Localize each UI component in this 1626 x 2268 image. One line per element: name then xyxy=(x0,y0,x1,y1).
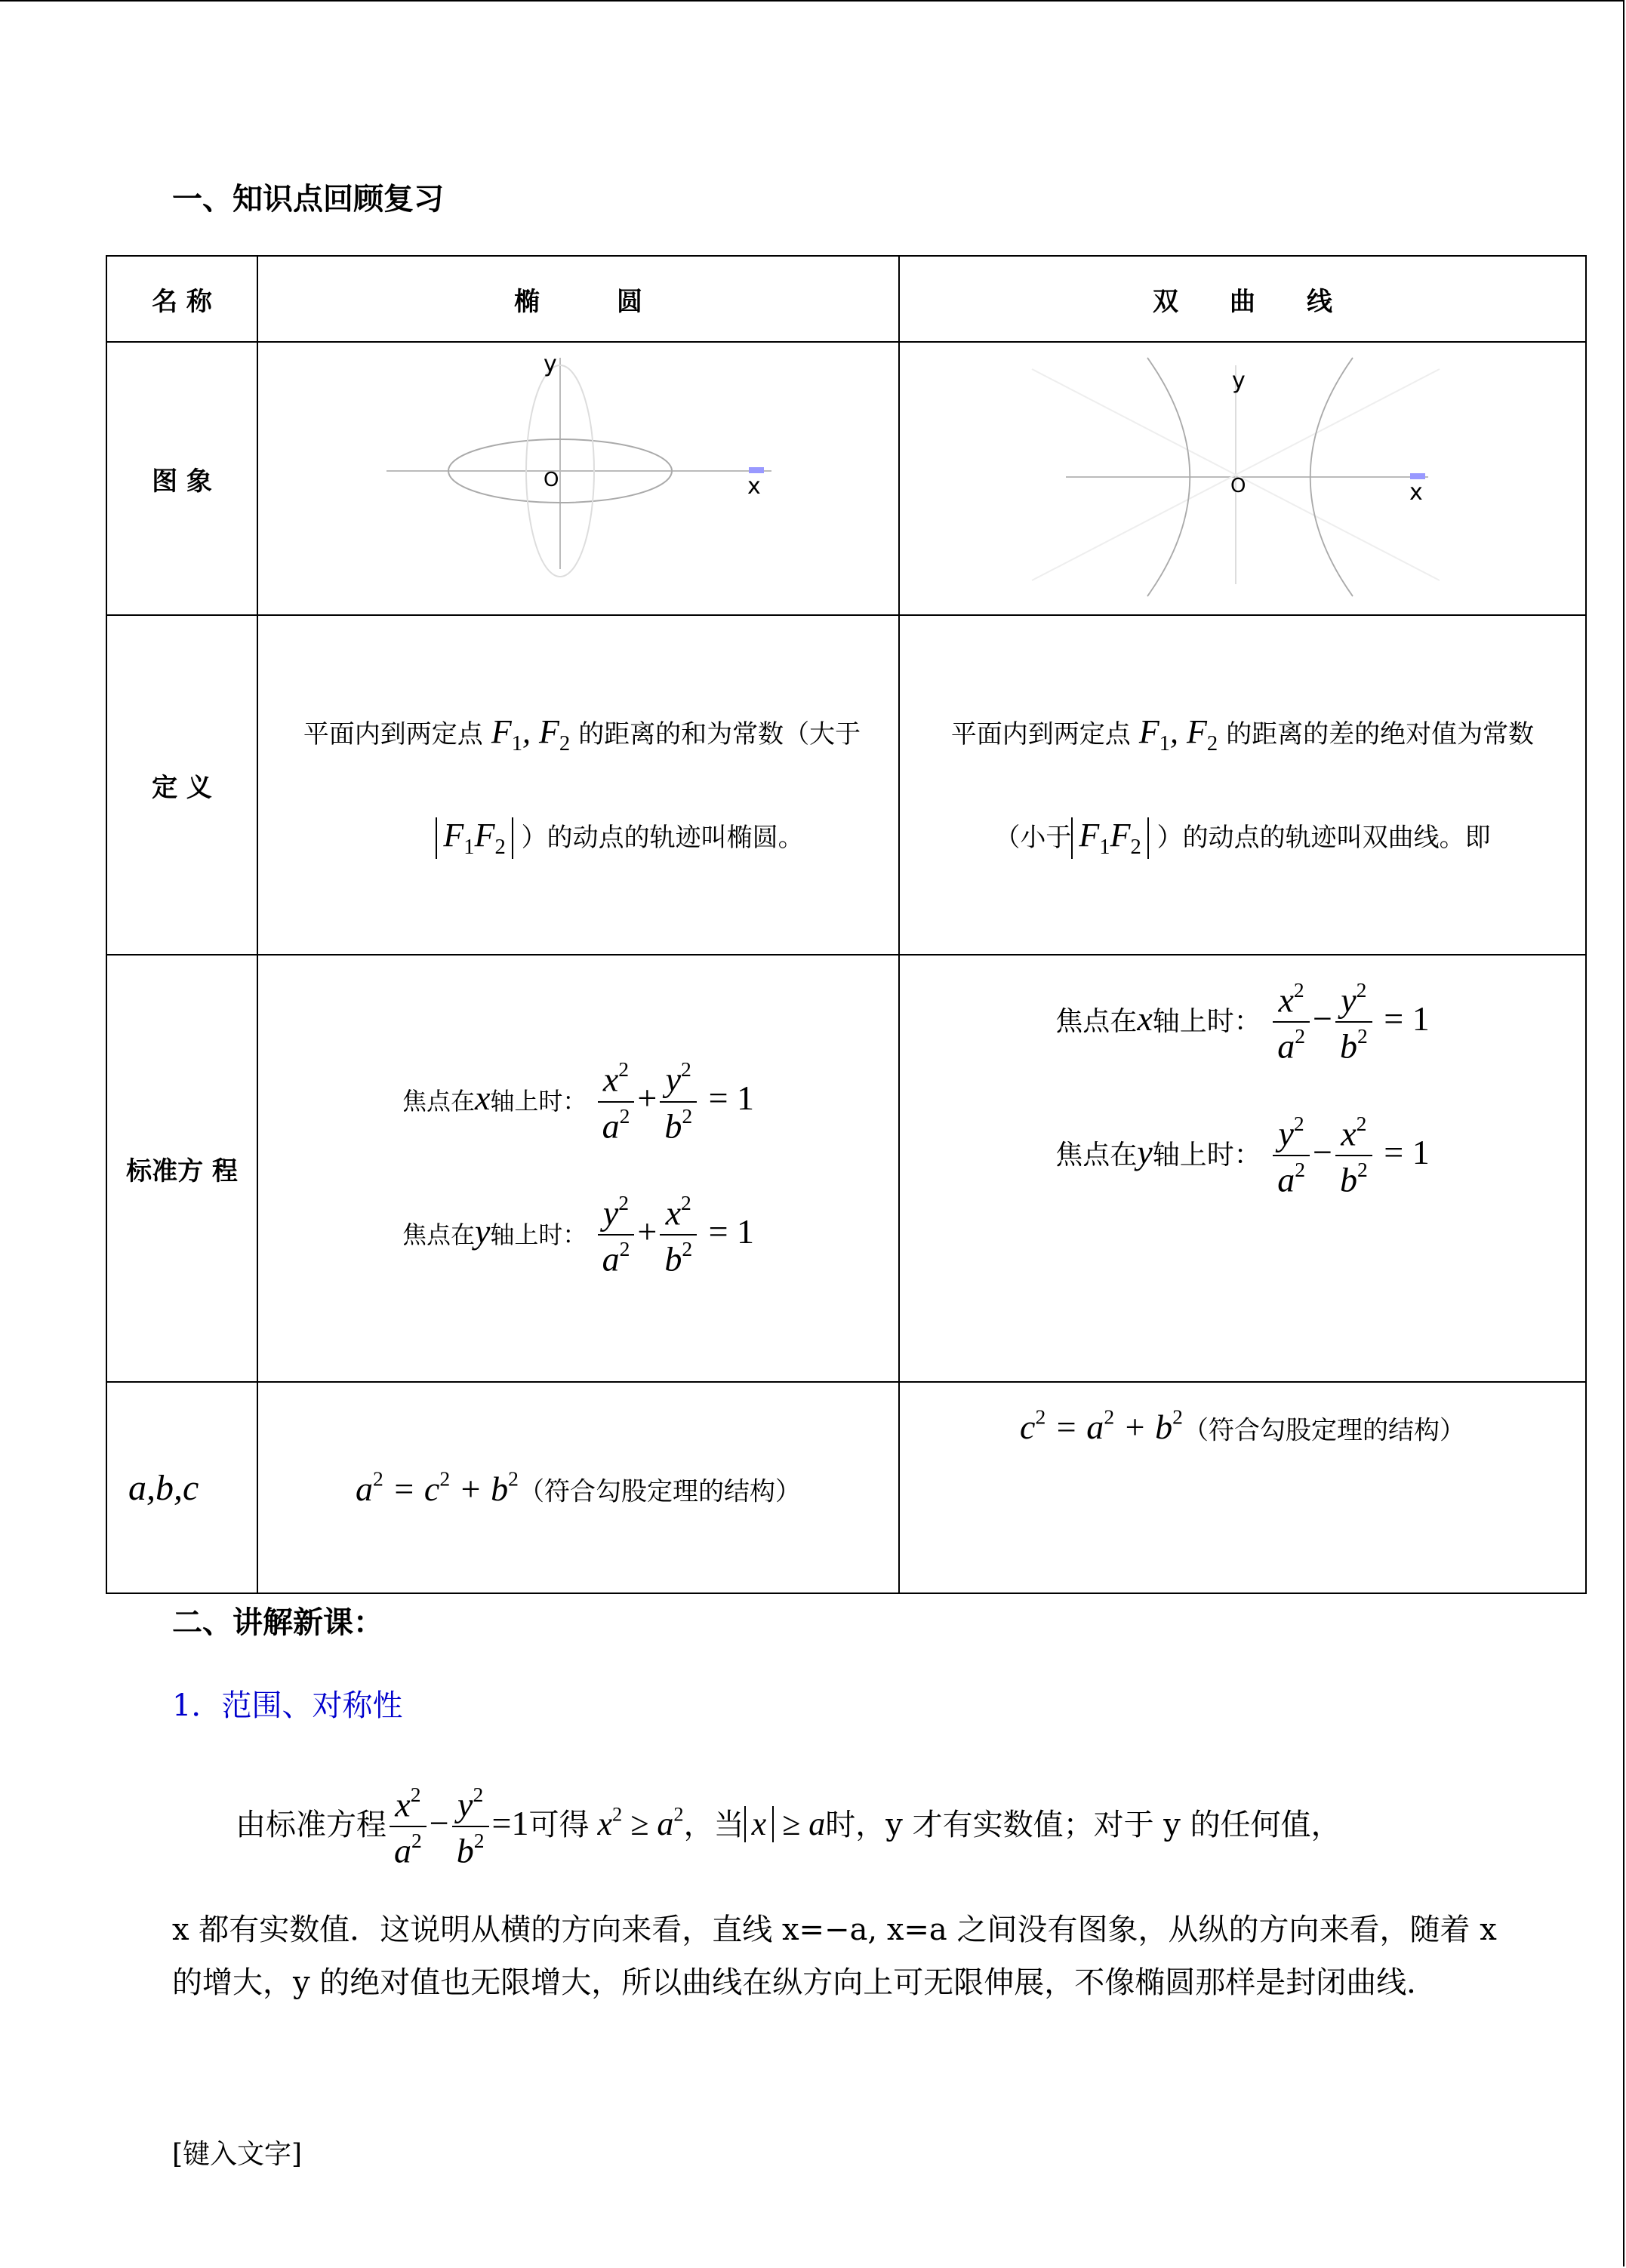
abc-row-label: a,b,c xyxy=(106,1382,257,1593)
section-1-title: 一、知识点回顾复习 xyxy=(172,182,444,217)
hyperbola-origin-label: O xyxy=(1230,475,1246,497)
hyperbola-eq-y: 焦点在y轴上时： $\frac{y^2}{a^2}$ − $\frac{x^2}{b^2}$ = 1 xyxy=(1055,1111,1430,1199)
hyperbola-def-text-4: ）的动点的轨迹叫双曲线。即 xyxy=(1156,823,1491,853)
ellipse-equations xyxy=(257,955,899,1382)
ellipse-def-text-2: 的距离的和为常数（大于 xyxy=(578,719,861,749)
hyperbola-definition: 平面内到两定点 $F_1$, $F_2$ 的距离的差的绝对值为常数 （小于 $F_1F_2$ ）的动点的轨迹叫双曲线。即 xyxy=(899,615,1586,955)
header-ellipse: 椭 圆 xyxy=(257,256,899,342)
hyperbola-def-text-3: （小于 xyxy=(994,823,1072,853)
hyperbola-equations xyxy=(899,955,1586,1382)
ellipse-graph xyxy=(258,343,900,611)
section-2-title: 二、讲解新课： xyxy=(172,1605,383,1640)
subsection-1-title: 1．范围、对称性 xyxy=(172,1688,403,1723)
definition-row-label: 定 义 xyxy=(106,615,257,955)
range-paragraph-body: x 都有实数值．这说明从横的方向来看，直线 x=−a, x=a 之间没有图象，从纵的方向来看，随着 x 的增大，y 的绝对值也无限增大，所以曲线在纵方向上可无限伸展，不像椭圆那样是封闭曲线． xyxy=(172,1913,1497,2000)
ellipse-def-text-3: ）的动点的轨迹叫椭圆。 xyxy=(521,823,804,853)
header-name: 名 称 xyxy=(106,256,257,342)
ellipse-origin-label: O xyxy=(544,469,559,491)
range-paragraph-line: 由标准方程 $\frac{x^2}{a^2}$ − $\frac{y^2}{b^2}$ =1可得 $x^2 \ge a^2$，当 x ≥ a时，y 才有实数值；对于 y 的任何值， xyxy=(236,1783,1341,1870)
ellipse-x-label: x xyxy=(747,473,761,500)
ellipse-definition: 平面内到两定点 $F_1$, $F_2$ 的距离的和为常数（大于 $F_1F_2$ ）的动点的轨迹叫椭圆。 xyxy=(257,615,899,955)
ellipse-def-text-1: 平面内到两定点 xyxy=(303,719,483,749)
footer-placeholder: [键入文字] xyxy=(172,2139,303,2170)
comparison-table xyxy=(106,255,1587,1594)
ellipse-y-label: y xyxy=(544,351,557,377)
ellipse-eq-y: 焦点在y轴上时： $\frac{y^2}{a^2}$ + $\frac{x^2}{b^2}$ = 1 xyxy=(402,1191,755,1279)
graph-row-label: 图 象 xyxy=(106,342,257,615)
ellipse-abc: $a^2 = c^2 + b^2$（符合勾股定理的结构） xyxy=(257,1382,899,1593)
hyperbola-graph-cell xyxy=(899,342,1586,615)
ellipse-eq-x: 焦点在x轴上时： $\frac{x^2}{a^2}$ + $\frac{y^2}{b^2}$ = 1 xyxy=(402,1057,755,1145)
hyperbola-abc: $c^2 = a^2 + b^2$（符合勾股定理的结构） xyxy=(899,1382,1586,1593)
equation-row-label: 标准方 程 xyxy=(106,955,257,1382)
hyperbola-def-text-2: 的距离的差的绝对值为常数 xyxy=(1226,719,1535,749)
hyperbola-eq-x: 焦点在x轴上时： $\frac{x^2}{a^2}$ − $\frac{y^2}{b^2}$ = 1 xyxy=(1055,978,1430,1066)
hyperbola-def-text-1: 平面内到两定点 xyxy=(950,719,1131,749)
hyperbola-y-label: y xyxy=(1232,368,1246,394)
ellipse-graph-cell xyxy=(257,342,899,615)
hyperbola-graph xyxy=(900,343,1587,611)
hyperbola-x-label: x xyxy=(1409,479,1423,506)
header-hyperbola: 双 曲 线 xyxy=(899,256,1586,342)
